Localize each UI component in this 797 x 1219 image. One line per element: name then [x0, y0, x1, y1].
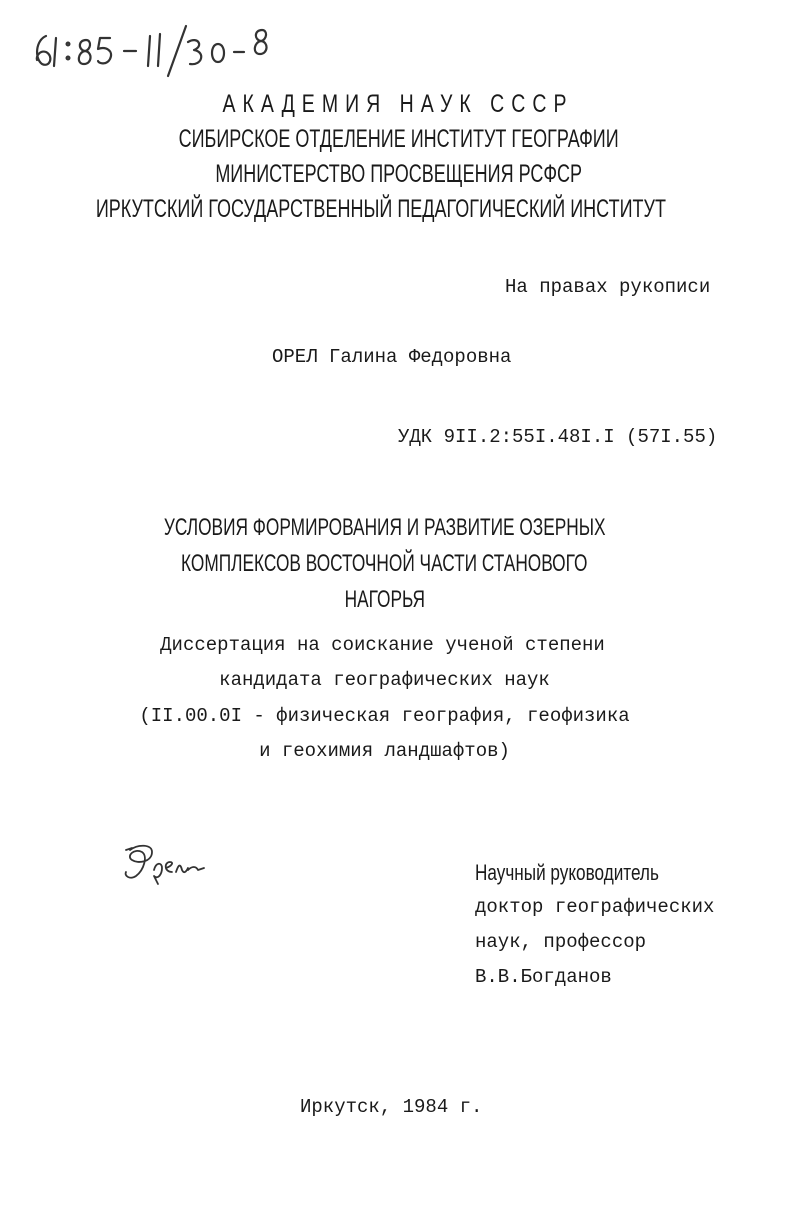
header-line-institute — [0, 195, 779, 224]
header-ministry-text: МИНИСТЕРСТВО ПРОСВЕЩЕНИЯ РСФСР — [215, 160, 582, 188]
subtitle-line-4: и геохимия ландшафтов) — [259, 740, 510, 762]
title-line-3-text: НАГОРЬЯ — [344, 586, 425, 613]
supervisor-role-text: Научный руководитель — [475, 860, 659, 885]
supervisor-name: В.В.Богданов — [475, 966, 612, 988]
supervisor-line-2: доктор географических — [475, 896, 715, 918]
title-line-2 — [0, 550, 783, 578]
title-line-1-text: УСЛОВИЯ ФОРМИРОВАНИЯ И РАЗВИТИЕ ОЗЕРНЫХ — [163, 514, 606, 541]
author-signature — [118, 840, 208, 886]
header-siberian-text: СИБИРСКОЕ ОТДЕЛЕНИЕ ИНСТИТУТ ГЕОГРАФИИ — [178, 125, 619, 153]
title-line-1 — [0, 514, 783, 542]
header-institute-text: ИРКУТСКИЙ ГОСУДАРСТВЕННЫЙ ПЕДАГОГИЧЕСКИЙ ИНСТИТУТ — [95, 195, 666, 223]
supervisor-line-1 — [475, 860, 711, 886]
header-academy-text: АКАДЕМИЯ НАУК СССР — [222, 90, 574, 118]
subtitle-line-2: кандидата географических наук — [219, 669, 550, 691]
author-name: ОРЕЛ Галина Федоровна — [272, 346, 512, 368]
header-line-ministry — [0, 160, 797, 189]
archive-mark-handwriting — [28, 18, 278, 80]
title-line-2-text: КОМПЛЕКСОВ ВОСТОЧНОЙ ЧАСТИ СТАНОВОГО — [181, 550, 588, 577]
subtitle-line-1: Диссертация на соискание ученой степени — [160, 634, 605, 656]
supervisor-line-3: наук, профессор — [475, 931, 647, 953]
title-line-3 — [0, 586, 783, 614]
rights-note: На правах рукописи — [505, 276, 711, 298]
subtitle-line-3: (II.00.0I - физическая география, геофизика — [139, 705, 630, 727]
udc-code: УДК 9II.2:55I.48I.I (57I.55) — [398, 426, 718, 448]
header-line-siberian — [0, 125, 797, 154]
city-year: Иркутск, 1984 г. — [300, 1096, 483, 1118]
signature-handwriting — [118, 840, 208, 886]
archive-mark — [28, 18, 278, 80]
header-line-academy — [0, 90, 797, 119]
